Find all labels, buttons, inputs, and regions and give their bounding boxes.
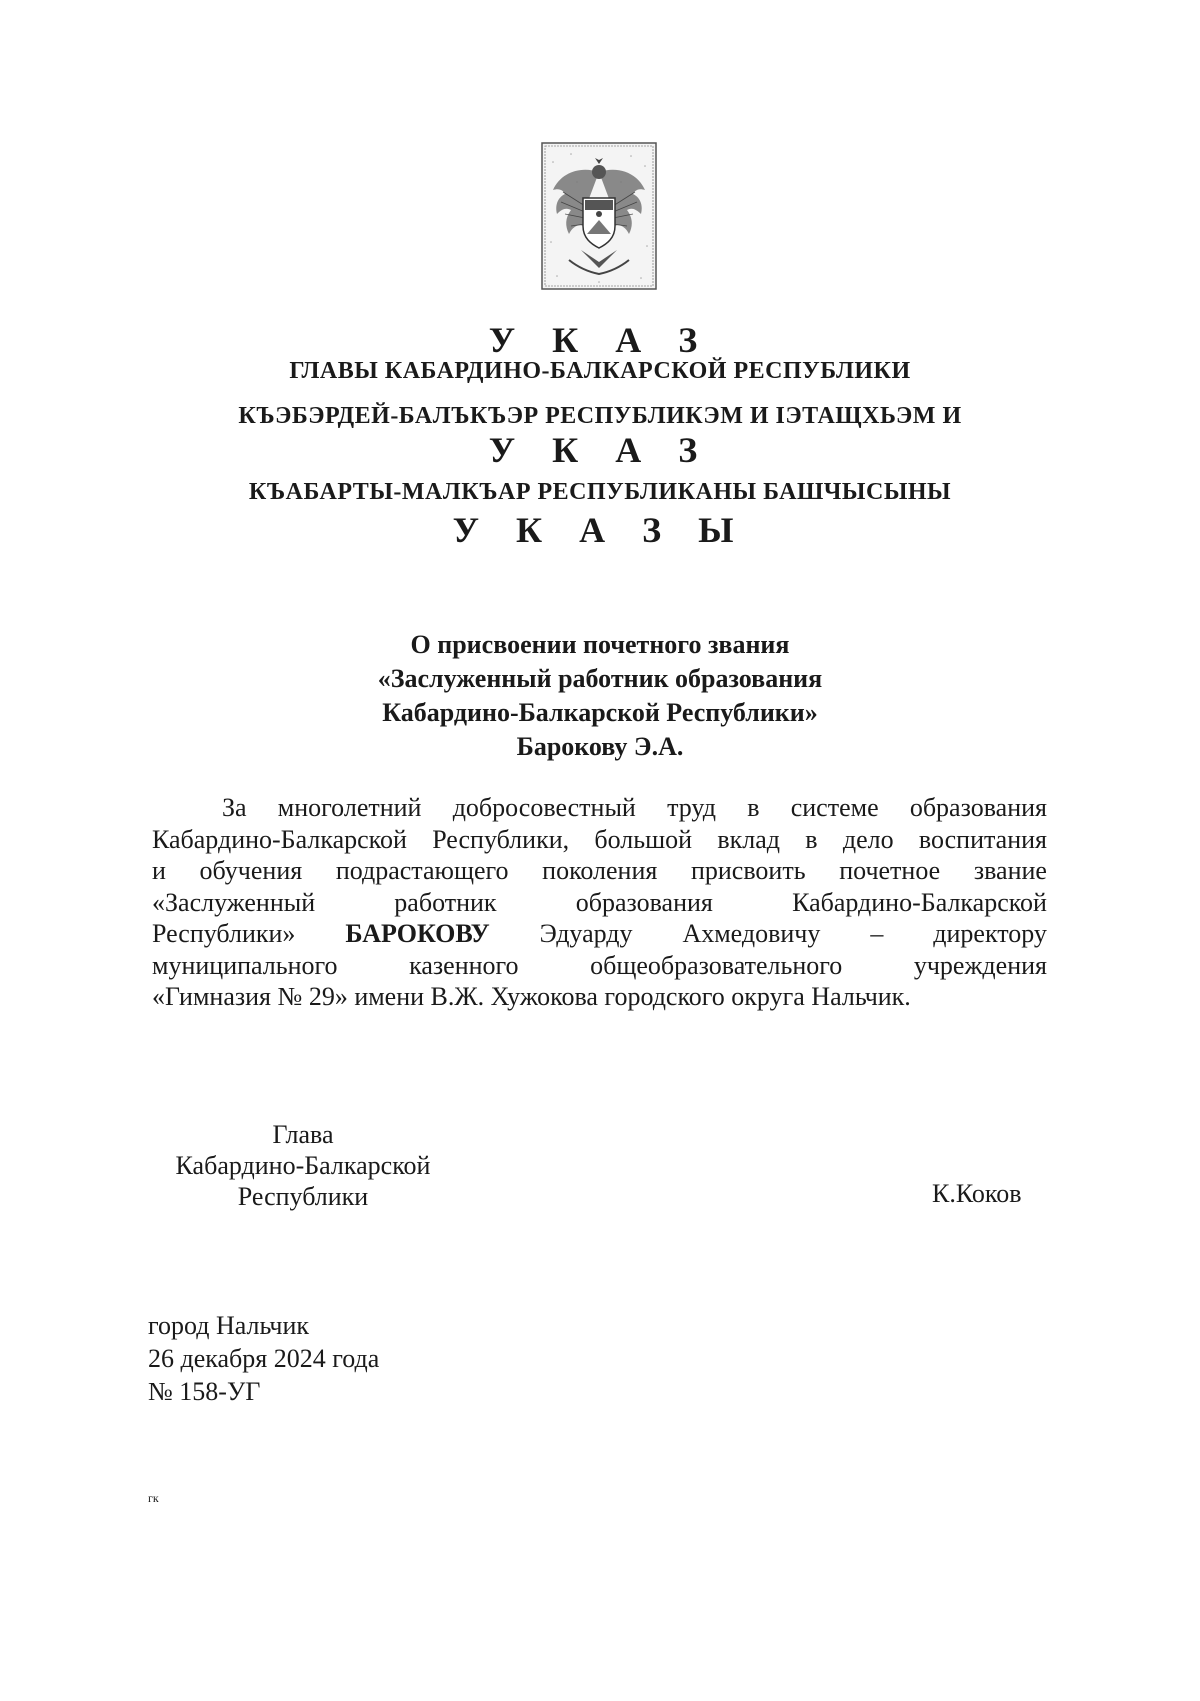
issuer-line-ru: ГЛАВЫ КАБАРДИНО-БАЛКАРСКОЙ РЕСПУБЛИКИ [289,358,911,384]
decree-heading-krc: У К А З Ы [452,510,748,550]
body-line: «Гимназия № 29» имени В.Ж. Хужокова городского округа Нальчик. [152,982,911,1011]
decree-number: № 158-УГ [148,1377,261,1406]
body-line: За многолетний добросовестный труд в системе образования [222,793,1047,822]
decree-city: город Нальчик [148,1311,310,1340]
signatory-name: К.Коков [932,1179,1022,1208]
coat-of-arms-icon [541,142,657,290]
decree-heading-kbd: У К А З [488,430,712,470]
title-line: Кабардино-Балкарской Республики» [382,698,818,727]
title-line: «Заслуженный работник образования [377,664,823,693]
body-line: Кабардино-Балкарской Республики, большой вклад в дело воспитания [152,824,1047,854]
body-line: Республики» БАРОКОВУ Эдуарду Ахмедовичу – директору [152,919,1047,948]
decree-body [152,792,1047,1013]
decree-title [0,628,1200,764]
decree-date: 26 декабря 2024 года [148,1344,380,1373]
title-line: Барокову Э.А. [516,732,684,761]
decree-heading-ru: У К А З [488,320,712,360]
signatory-position: Глава Кабардино-Балкарской Республики [175,1120,431,1211]
awardee-surname: БАРОКОВУ [345,919,490,948]
body-line: и обучения подрастающего поколения присвоить почетное звание [152,856,1047,885]
body-line: муниципального казенного общеобразовательного учреждения [152,950,1047,980]
title-line: О присвоении почетного звания [410,630,790,659]
body-line: «Заслуженный работник образования Кабардино-Балкарской [152,887,1047,917]
issuer-line-kbd: КЪЭБЭРДЕЙ-БАЛЪКЪЭР РЕСПУБЛИКЭМ И IЭТАЩХЬЭМ И [238,403,962,429]
issuer-line-krc: КЪАБАРТЫ-МАЛКЪАР РЕСПУБЛИКАНЫ БАШЧЫСЫНЫ [248,479,952,505]
decree-details [148,1309,379,1408]
executor-initials: гк [148,1491,159,1505]
